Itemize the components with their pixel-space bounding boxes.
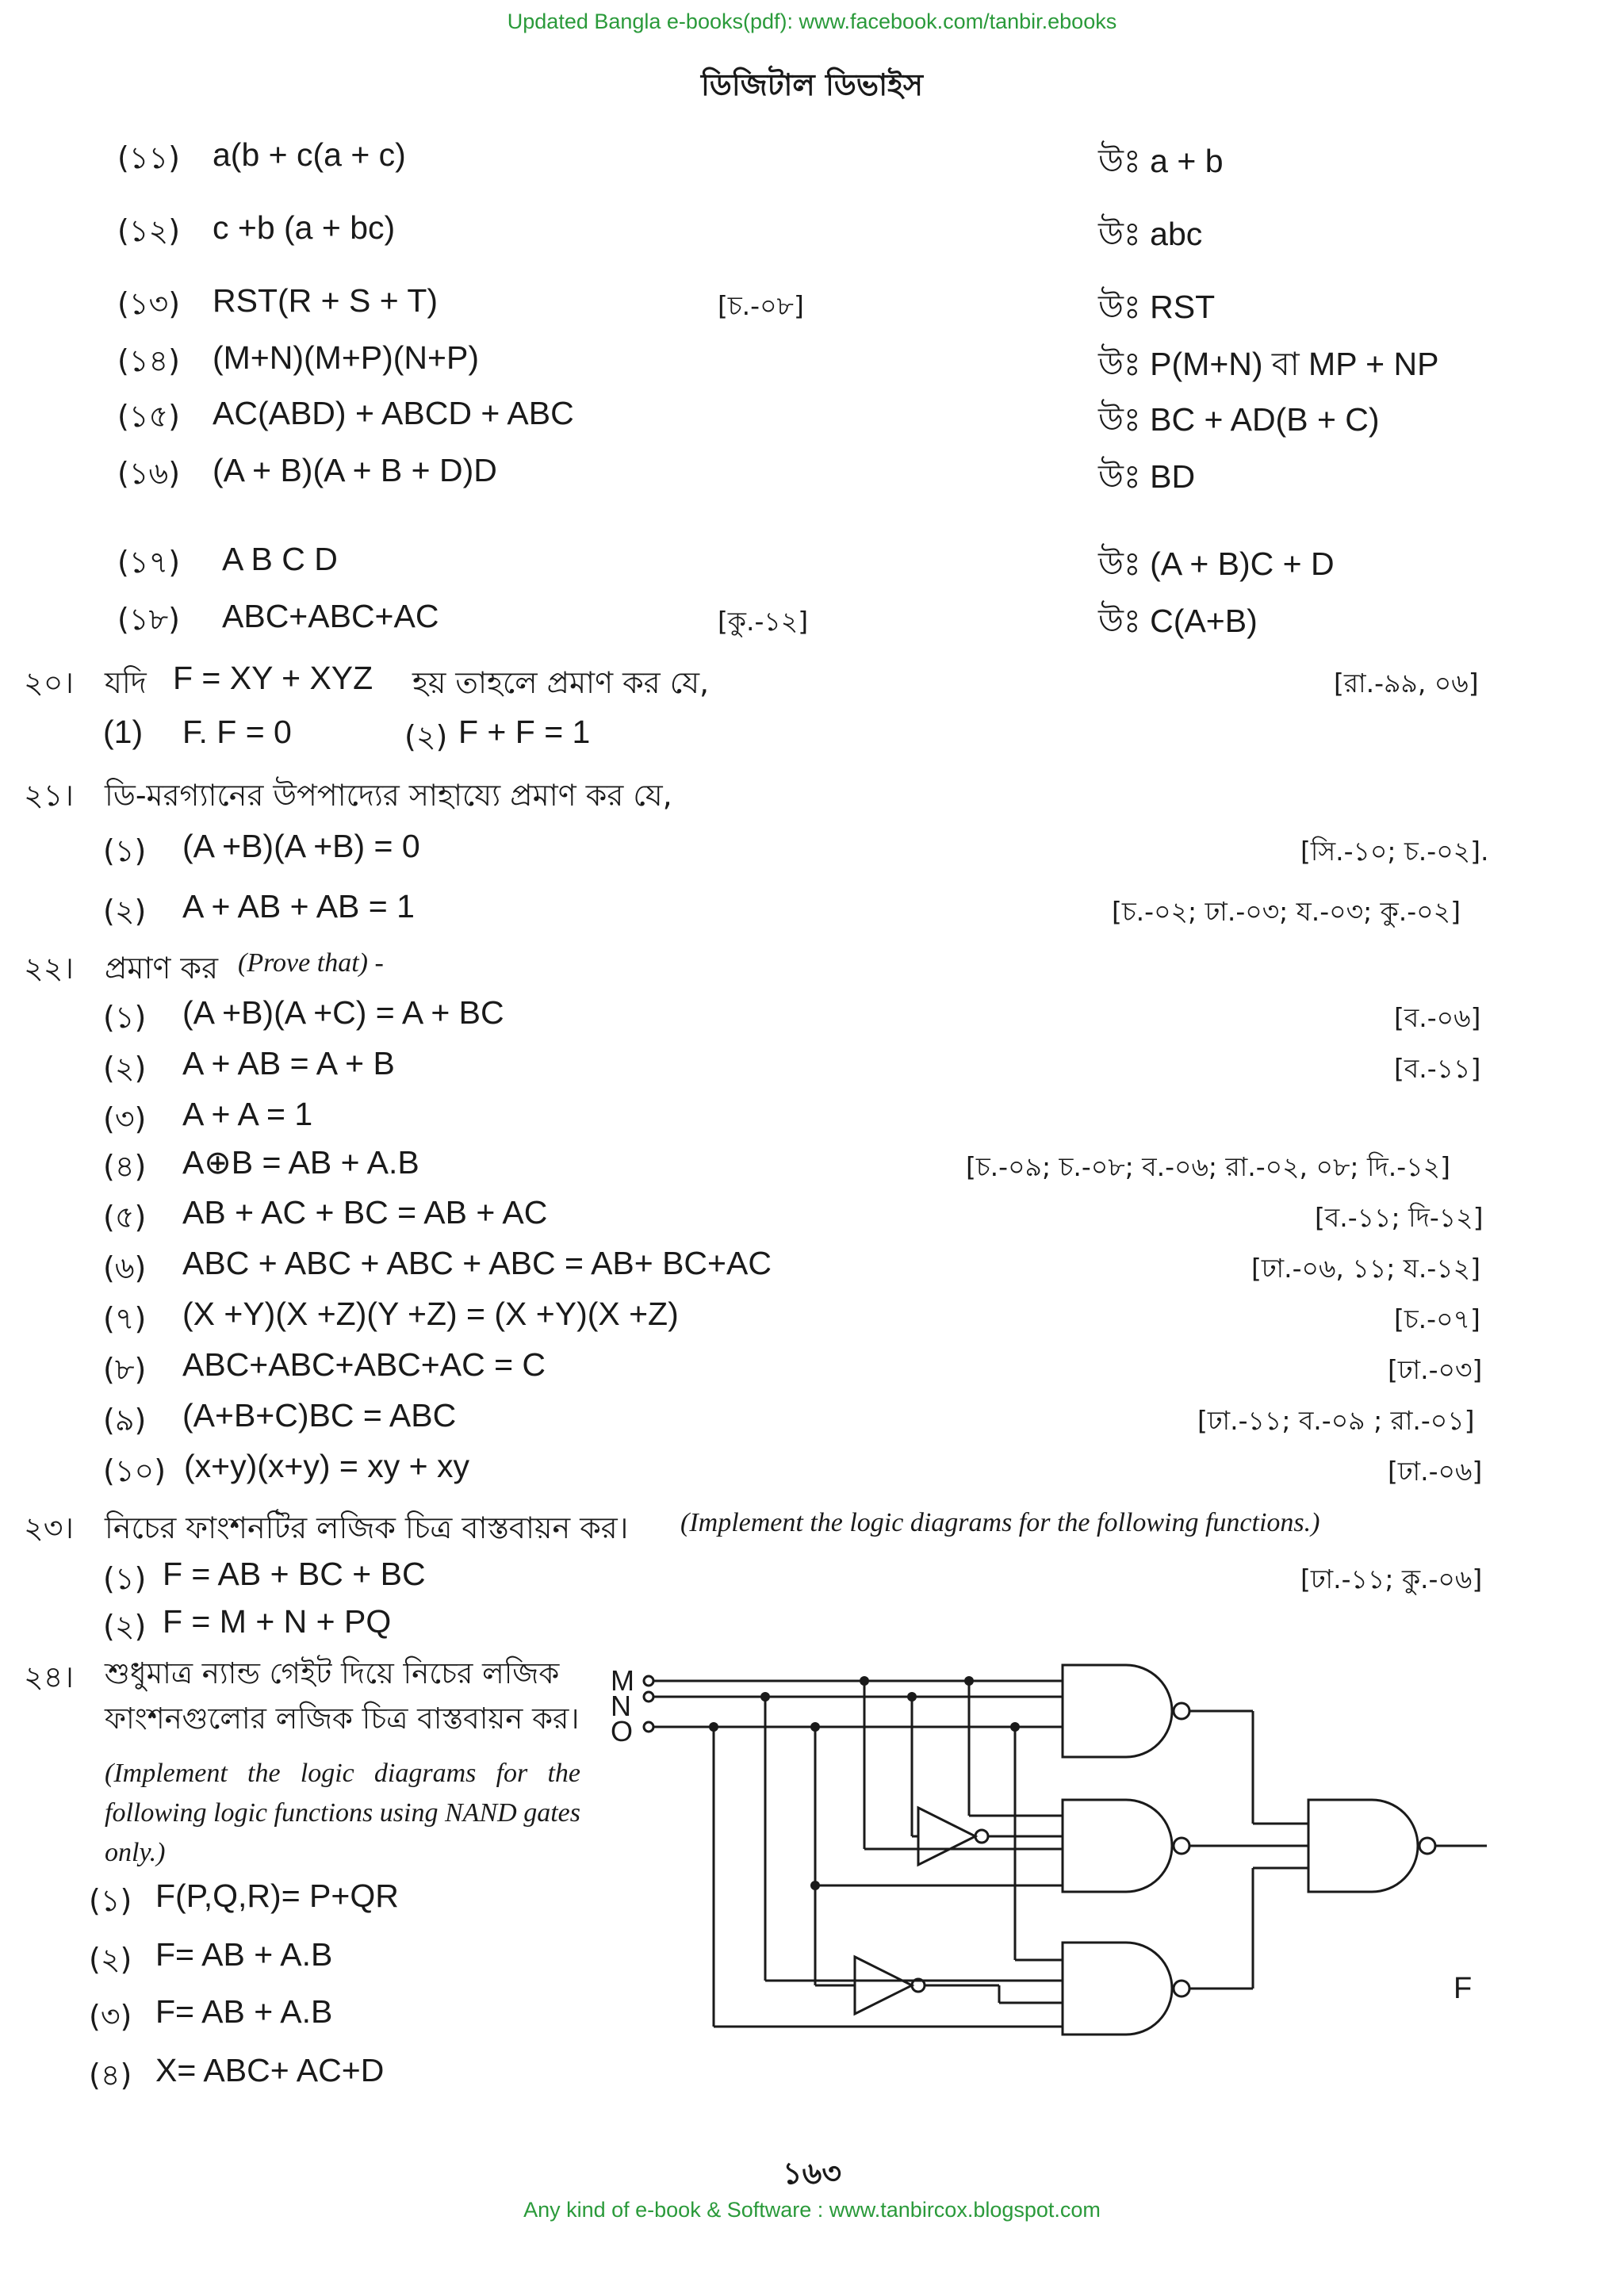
question-text: হয় তাহলে প্রমাণ কর যে, (412, 665, 710, 700)
problem-answer: উঃ C(A+B) (1098, 603, 1258, 639)
part-reference: [চ.-০৯; চ.-০৮; ব.-০৬; রা.-০২, ০৮; দি.-১২] (966, 1151, 1450, 1182)
problem-expression: (A + B)(A + B + D)D (213, 452, 497, 488)
part-reference: [ব.-০৬] (1394, 1002, 1481, 1033)
part-number: (২) (103, 1609, 147, 1644)
part-expression: ABC+ABC+ABC+AC = C (182, 1346, 546, 1383)
part-number: (২) (103, 1051, 147, 1085)
problem-answer: উঃ BC + AD(B + C) (1098, 401, 1380, 438)
question-number: ২১। (24, 778, 74, 813)
nand-gate-1 (1063, 1665, 1189, 1757)
part-reference: [সি.-১০; চ.-০২]. (1300, 836, 1489, 867)
part-reference: [ঢা.-০৬, ১১; য.-১২] (1251, 1253, 1480, 1284)
problem-expression: A B C D (222, 541, 338, 577)
input-label-m: M (611, 1664, 634, 1697)
problem-reference: [চ.-০৮] (718, 290, 804, 321)
nand-gate-3 (1063, 1943, 1189, 2035)
part-number: (৮) (103, 1352, 147, 1387)
question-reference: [রা.-৯৯, ০৬] (1334, 668, 1479, 699)
question-english: (Implement the logic diagrams for the following functions.) (680, 1508, 1320, 1537)
part-reference: [চ.-০২; ঢা.-০৩; য.-০৩; কু.-০২] (1112, 896, 1461, 927)
part-reference: [ঢা.-০৬] (1388, 1456, 1483, 1487)
part-expression: (x+y)(x+y) = xy + xy (184, 1448, 469, 1484)
problem-number: (১৫) (117, 399, 180, 434)
part-expression: F= AB + A.B (155, 1993, 333, 2030)
part-number: (১) (103, 1000, 147, 1035)
part-reference: [ঢা.-০৩] (1388, 1354, 1483, 1385)
question-text: যদি (105, 665, 147, 700)
part-expression: F= AB + A.B (155, 1936, 333, 1973)
part-number: (৪) (103, 1149, 147, 1184)
part-expression: A + AB = A + B (182, 1045, 395, 1081)
question-text: ডি-মরগ্যানের উপপাদ্যের সাহায্যে প্রমাণ কর যে, (105, 778, 672, 813)
problem-answer: উঃ RST (1098, 289, 1216, 325)
question-english: (Prove that) - (238, 948, 384, 978)
part-reference: [ঢা.-১১; কু.-০৬] (1300, 1564, 1483, 1594)
question-number: ২২। (24, 951, 75, 986)
part-expression: (A +B)(A +B) = 0 (182, 828, 420, 864)
problem-number: (১২) (117, 213, 181, 248)
part-expression: X= ABC+ AC+D (155, 2052, 385, 2088)
part-reference: [চ.-০৭] (1394, 1303, 1480, 1334)
part-reference: [ব.-১১; দি-১২] (1315, 1202, 1484, 1233)
nand-gate-4 (1308, 1800, 1435, 1892)
part-number: (১) (89, 1883, 132, 1918)
question-text: প্রমাণ কর (105, 951, 219, 986)
problem-expression: a(b + c(a + c) (213, 136, 406, 173)
problem-answer: উঃ P(M+N) বা MP + NP (1098, 346, 1439, 382)
part-number: (৩) (103, 1101, 147, 1136)
part-expression: F. F = 0 (182, 714, 292, 750)
problem-answer: উঃ BD (1098, 458, 1196, 495)
part-expression: A + AB + AB = 1 (182, 888, 415, 924)
problem-expression: RST(R + S + T) (213, 282, 439, 319)
part-expression: (X +Y)(X +Z)(Y +Z) = (X +Y)(X +Z) (182, 1296, 679, 1332)
part-number: (২) (103, 894, 147, 928)
part-expression: F = M + N + PQ (163, 1603, 392, 1640)
part-number: (৫) (103, 1200, 147, 1235)
logic-circuit-diagram (603, 1649, 1507, 2077)
part-expression: F = AB + BC + BC (163, 1556, 426, 1592)
bottom-link[interactable]: Any kind of e-book & Software : www.tanbircox.blogspot.com (523, 2198, 1101, 2222)
problem-expression: (M+N)(M+P)(N+P) (213, 339, 479, 376)
page-number: ১৬৩ (782, 2156, 842, 2191)
output-label: F (1454, 1972, 1473, 2005)
problem-expression: c +b (a + bc) (213, 209, 396, 246)
problem-answer: উঃ (A + B)C + D (1098, 545, 1335, 582)
part-expression: ABC + ABC + ABC + ABC = AB+ BC+AC (182, 1245, 772, 1281)
part-number: (১) (103, 833, 147, 868)
question-number: ২৪। (24, 1659, 74, 1694)
part-expression: F(P,Q,R)= P+QR (155, 1878, 399, 1914)
input-label-n: N (611, 1690, 631, 1722)
not-gate-2 (855, 1957, 925, 2014)
part-number: (৭) (103, 1301, 147, 1336)
problem-expression: ABC+ABC+AC (222, 598, 439, 634)
part-number: (২) (404, 719, 448, 754)
question-formula: F = XY + XYZ (173, 660, 373, 696)
part-number: (৬) (103, 1250, 147, 1285)
problem-number: (১৬) (117, 456, 181, 491)
nand-gate-2 (1063, 1800, 1189, 1892)
problem-answer: উঃ a + b (1098, 143, 1224, 179)
problem-reference: [কু.-১২] (718, 606, 809, 637)
problem-number: (১৩) (117, 286, 181, 321)
problem-number: (১১) (117, 140, 180, 175)
part-expression: A⊕B = AB + A.B (182, 1144, 419, 1181)
question-text: শুধুমাত্র ন্যান্ড গেইট দিয়ে নিচের লজিক ফাংশনগুলোর লজিক চিত্র বাস্তবায়ন কর। (105, 1656, 580, 1736)
part-expression: A + A = 1 (182, 1096, 313, 1132)
part-number: (১) (103, 1561, 147, 1596)
part-number: (১০) (103, 1453, 167, 1488)
problem-number: (১৮) (117, 602, 180, 637)
problem-number: (১৭) (117, 545, 181, 580)
part-number: (৯) (103, 1403, 147, 1437)
part-number: (২) (89, 1942, 132, 1977)
question-number: ২৩। (24, 1510, 75, 1545)
top-link[interactable]: Updated Bangla e-books(pdf): www.facebook.com/tanbir.ebooks (507, 10, 1117, 33)
part-expression: F + F = 1 (458, 714, 591, 750)
part-reference: [ঢা.-১১; ব.-০৯ ; রা.-০১] (1197, 1405, 1475, 1436)
question-number: ২০। (24, 665, 75, 700)
problem-expression: AC(ABD) + ABCD + ABC (213, 395, 574, 431)
part-number: (৩) (89, 1999, 132, 2034)
part-expression: (A+B+C)BC = ABC (182, 1397, 457, 1434)
question-text: নিচের ফাংশনটির লজিক চিত্র বাস্তবায়ন কর। (105, 1510, 629, 1545)
part-expression: AB + AC + BC = AB + AC (182, 1194, 548, 1231)
part-number: (৪) (89, 2058, 132, 2092)
part-number: (1) (103, 714, 144, 750)
input-label-o: O (611, 1715, 634, 1747)
question-english: (Implement the logic diagrams for the following logic functions using NAND gates only.) (105, 1759, 580, 1867)
part-expression: (A +B)(A +C) = A + BC (182, 994, 504, 1031)
part-reference: [ব.-১১] (1394, 1053, 1481, 1084)
running-head: ডিজিটাল ডিভাইস (700, 67, 924, 102)
problem-number: (১৪) (117, 343, 180, 378)
problem-answer: উঃ abc (1098, 216, 1203, 252)
